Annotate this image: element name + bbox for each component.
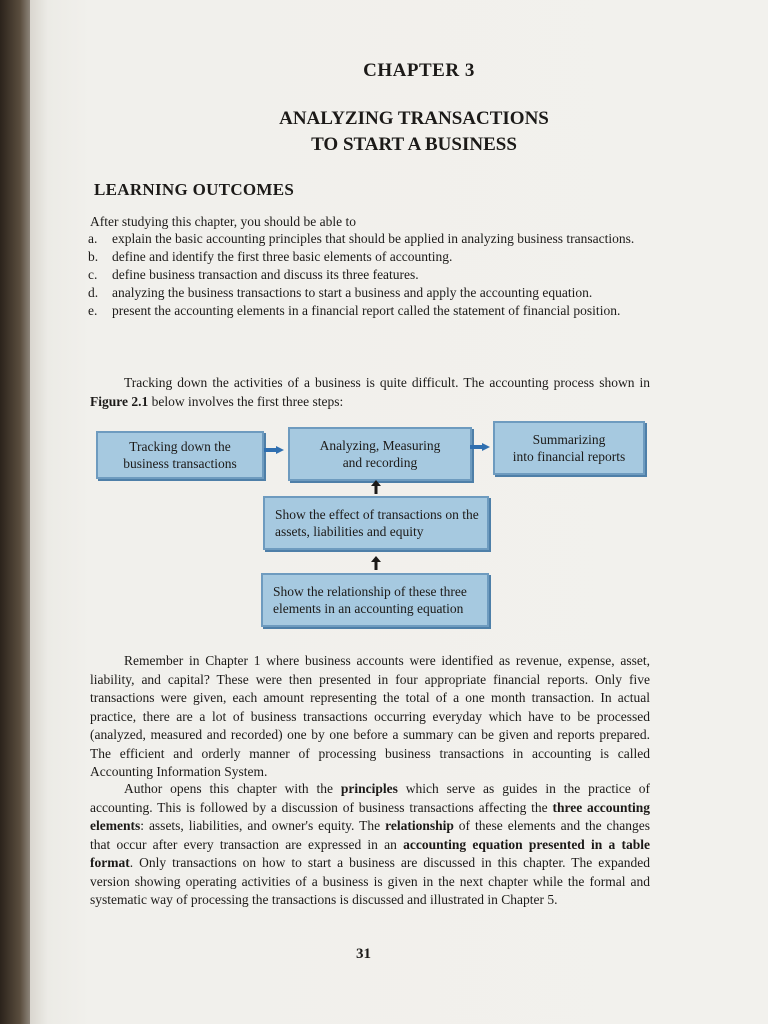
list-marker: b. [88, 249, 99, 264]
book-binding-shadow [0, 0, 30, 1024]
diagram-box-tracking [96, 431, 264, 479]
list-marker: e. [88, 303, 98, 318]
box-line: Summarizing [532, 432, 606, 447]
intro-text-before: Tracking down the activities of a business is quite difficult. The accounting process shown in [124, 375, 650, 390]
diagram-box-effect [263, 496, 489, 550]
list-item [88, 248, 650, 266]
text-run: which serve as guides in the practice of accounting. This is followed by a discussion of business transactions affecting the [90, 781, 650, 815]
bold-term: principles [340, 781, 398, 796]
chapter-title [30, 106, 768, 158]
text-run: . Only transactions on how to start a business are discussed in this chapter. The expanded version showing operating activities of a business is given in the next chapter while the formal and systematic way of processing the transactions is discussed and illustrated in Chapter 5. [90, 855, 650, 907]
arrow-right-icon [264, 446, 284, 454]
bold-term: three accounting elements [90, 799, 650, 833]
list-item [88, 266, 650, 284]
diagram-box-analyzing [288, 427, 472, 481]
list-item [88, 302, 650, 320]
page-number: 31 [356, 946, 371, 962]
text-run: : assets, liabilities, and owner's equity. The [140, 818, 386, 833]
intro-text-after: below involves the first three steps: [148, 393, 344, 409]
box-line: Show the relationship of these three [273, 584, 467, 599]
box-line: business transactions [123, 456, 237, 471]
list-item [88, 230, 650, 248]
book-page [30, 0, 768, 1024]
diagram-box-summarizing [493, 421, 645, 475]
body-paragraph-remember: Remember in Chapter 1 where business accounts were identified as revenue, expense, asset, liability, and capital? These were then presented in four appropriate financial reports. Only five transactions were given, each amount representing the total of a one month transaction. In actual practice, there are a lot of business transactions occurring everyday which have to be processed (analyzed, measured and recorded) one by one before a summary can be given and reports prepared. The efficient and orderly manner of processing business transactions in accounting is called Accounting Information System. [90, 653, 650, 779]
list-item-text: analyzing the business transactions to start a business and apply the accounting equation. [112, 285, 593, 300]
list-marker: c. [88, 267, 98, 282]
box-line: into financial reports [512, 449, 626, 464]
list-item-text: define and identify the first three basic elements of accounting. [112, 249, 453, 264]
chapter-title-line-1: ANALYZING TRANSACTIONS [279, 108, 549, 129]
learning-outcomes-heading: LEARNING OUTCOMES [94, 180, 295, 199]
list-marker: a. [88, 231, 98, 246]
diagram-box-relationship [261, 573, 489, 627]
box-line: elements in an accounting equation [273, 601, 464, 616]
list-item-text: present the accounting elements in a financial report called the statement of financial position. [112, 303, 621, 318]
list-item [88, 284, 650, 302]
text-run: Author opens this chapter with the [124, 781, 341, 796]
chapter-title-line-2: TO START A BUSINESS [311, 134, 517, 155]
list-item-text: define business transaction and discuss its three features. [112, 267, 419, 282]
box-line: assets, liabilities and equity [275, 524, 424, 539]
figure-reference: Figure 2.1 [90, 393, 149, 409]
intro-paragraph [90, 374, 650, 411]
box-line: and recording [342, 455, 418, 470]
arrow-right-icon [470, 443, 490, 451]
box-line: Show the effect of transactions on the [275, 507, 479, 522]
box-line: Tracking down the [129, 439, 231, 454]
bold-term: relationship [385, 818, 454, 833]
list-marker: d. [88, 285, 99, 300]
list-item-text: explain the basic accounting principles that should be applied in analyzing business transactions. [112, 231, 635, 246]
body-paragraph-author [90, 780, 650, 910]
arrow-up-icon [371, 480, 381, 494]
box-line: Analyzing, Measuring [319, 438, 441, 453]
arrow-up-icon [371, 556, 381, 570]
bold-term: accounting equation presented in a table format [90, 836, 650, 870]
learning-outcomes-list [88, 230, 650, 320]
text-run: of these elements and the changes that occur after every transaction are expressed in an [90, 818, 651, 852]
learning-outcomes-intro: After studying this chapter, you should be able to [90, 214, 357, 229]
chapter-label: CHAPTER 3 [363, 60, 475, 81]
